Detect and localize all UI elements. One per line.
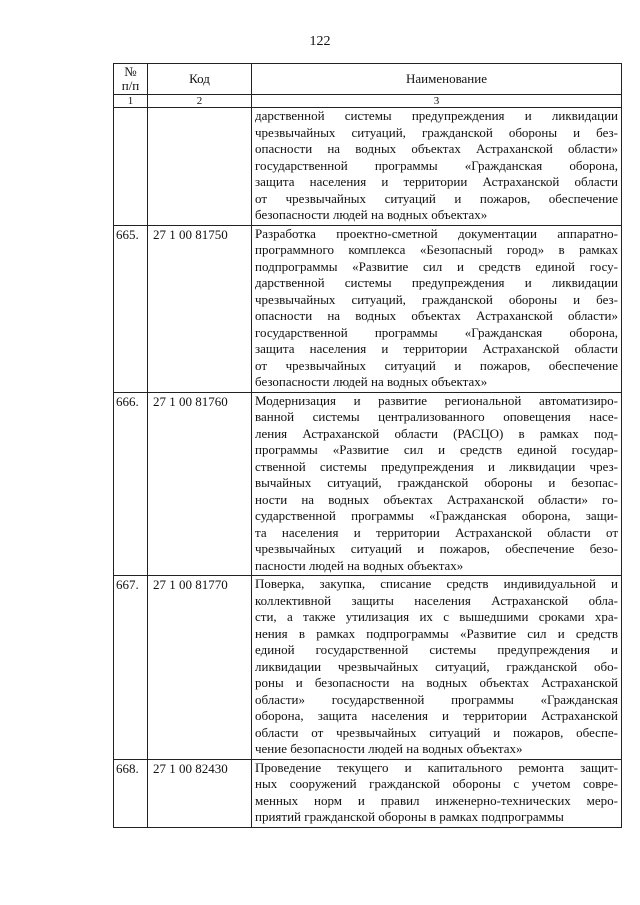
description-line: государственной программы «Гражданская оборона,	[255, 324, 618, 340]
description-line: чрезвычайных ситуаций, гражданской обороны и без-	[255, 124, 618, 140]
row-code	[148, 108, 252, 226]
description-line: опасности на водных объектах Астраханской области»	[255, 308, 618, 323]
description-line: коллективной защиты населения Астраханской обла-	[255, 592, 618, 608]
description-line: программного комплекса «Безопасный город» в рамках	[255, 242, 618, 257]
description-line: защита населения и территории Астраханской области	[255, 341, 618, 356]
description-line: нения в рамках подпрограммы «Развитие сил и средств	[255, 625, 618, 641]
description-line: та населения и территории Астраханской области от	[255, 524, 618, 540]
description-line: приятий гражданской обороны в рамках подпрограммы	[255, 809, 564, 824]
description-line: от чрезвычайных ситуаций и пожаров, обеспечение	[255, 190, 618, 206]
description-line: дарственной системы предупреждения и ликвидации	[255, 108, 618, 123]
page-number: 122	[309, 34, 331, 49]
table-row	[114, 392, 622, 576]
description-line: дарственной системы предупреждения и ликвидации	[255, 275, 618, 290]
table-row	[114, 576, 622, 760]
description-line: ных сооружений гражданской обороны с учетом совре-	[255, 776, 618, 791]
description-line: ственной системы предупреждения и ликвидации чрез-	[255, 458, 618, 474]
row-number	[114, 108, 148, 226]
description-line: программы «Развитие сил и средств единой государ-	[255, 442, 618, 457]
description-line: сти, а также утилизация их с вышедшими сроками хра-	[255, 609, 618, 624]
description-line: пасности людей на водных объектах»	[255, 557, 464, 573]
table-row	[114, 225, 622, 392]
description-line: опасности на водных объектах Астраханской области»	[255, 141, 618, 156]
description-line: безопасности людей на водных объектах»	[255, 374, 488, 389]
row-code: 27 1 00 82430	[148, 759, 252, 827]
header-number-symbol: №	[124, 64, 137, 79]
budget-table	[113, 63, 622, 828]
column-index-3: 3	[252, 95, 622, 108]
row-description	[252, 759, 622, 827]
description-line: области» государственной программы «Гражданская	[255, 691, 618, 707]
row-number: 667.	[114, 576, 148, 760]
table-row	[114, 108, 622, 226]
description-line: менных норм и правил инженерно-технических меро-	[255, 792, 618, 808]
header-number	[114, 64, 148, 95]
column-index-2: 2	[148, 95, 252, 108]
header-code: Код	[148, 64, 252, 95]
row-description	[252, 108, 622, 226]
description-line: защита населения и территории Астраханской области	[255, 174, 618, 189]
description-line: области от чрезвычайных ситуаций и пожаров, обеспе-	[255, 724, 618, 740]
row-description	[252, 225, 622, 392]
description-line: чрезвычайных ситуаций и пожаров, обеспечение безо-	[255, 541, 618, 556]
column-index-1: 1	[114, 95, 148, 108]
row-code: 27 1 00 81760	[148, 392, 252, 576]
description-line: государственной программы «Гражданская оборона,	[255, 157, 618, 173]
row-number: 666.	[114, 392, 148, 576]
description-line: безопасности людей на водных объектах»	[255, 207, 488, 222]
row-number: 665.	[114, 225, 148, 392]
description-line: оборона, защита населения и территории Астраханской	[255, 708, 618, 723]
description-line: роны и безопасности на водных объектах Астраханской	[255, 675, 618, 690]
description-line: Поверка, закупка, списание средств индивидуальной и	[255, 576, 618, 591]
description-line: сударственной программы «Гражданская оборона, защи-	[255, 508, 618, 523]
table-header-row	[114, 64, 622, 95]
description-line: ности на водных объектах Астраханской области» го-	[255, 491, 618, 507]
description-line: чение безопасности людей на водных объектах»	[255, 741, 523, 756]
row-code: 27 1 00 81770	[148, 576, 252, 760]
header-name: Наименование	[252, 64, 622, 95]
description-line: от чрезвычайных ситуаций и пожаров, обеспечение	[255, 357, 618, 373]
header-number-abbr: п/п	[121, 78, 140, 93]
description-line: ванной системы централизованного оповещения насе-	[255, 409, 618, 424]
table-row	[114, 759, 622, 827]
description-line: подпрограммы «Развитие сил и средств единой госу-	[255, 258, 618, 274]
row-description	[252, 576, 622, 760]
row-code: 27 1 00 81750	[148, 225, 252, 392]
row-description	[252, 392, 622, 576]
description-line: ликвидации чрезвычайных ситуаций, гражданской обо-	[255, 658, 618, 674]
description-line: Разработка проектно-сметной документации аппаратно-	[255, 225, 618, 241]
description-line: вычайных ситуаций, гражданской обороны и безопас-	[255, 475, 618, 490]
row-number: 668.	[114, 759, 148, 827]
description-line: ления Астраханской области (РАСЦО) в рамках под-	[255, 425, 618, 441]
column-index-row	[114, 95, 622, 108]
description-line: чрезвычайных ситуаций, гражданской обороны и без-	[255, 291, 618, 307]
description-line: Модернизация и развитие региональной автоматизиро-	[255, 392, 618, 408]
description-line: Проведение текущего и капитального ремонта защит-	[255, 759, 618, 775]
description-line: единой государственной системы предупреждения и	[255, 642, 618, 657]
